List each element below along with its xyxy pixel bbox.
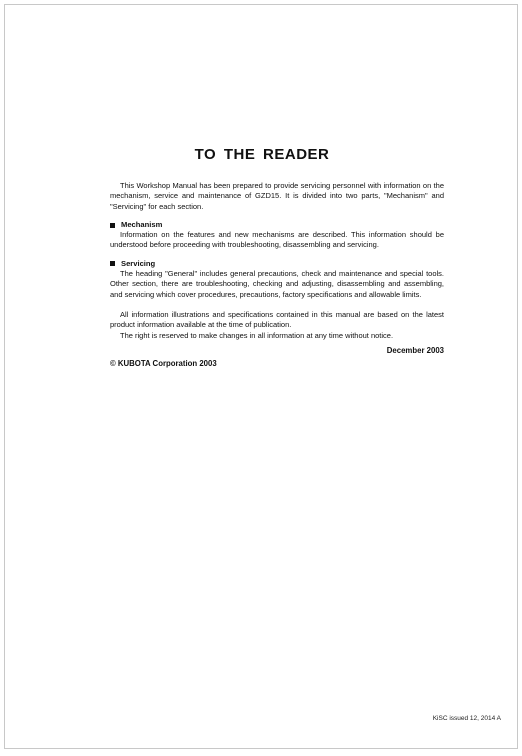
document-page (4, 4, 518, 749)
copyright-notice: © KUBOTA Corporation 2003 (110, 359, 217, 369)
notice-paragraph: The right is reserved to make changes in all information at any time without notice. (120, 330, 394, 340)
notice-paragraph: All information illustrations and specifications contained in this manual are based on the latest product information available at the time of publication. (110, 309, 444, 330)
servicing-section (110, 259, 444, 300)
publication-date: December 2003 (386, 345, 444, 355)
notice-block (110, 310, 444, 341)
section-body: The heading "General" includes general precautions, check and maintenance and special tools. Other section, there are troubleshooting, checking and adjusting, disassembling and assembling, and servicing which cover procedures, precautions, factory specifications and allowable limits. (110, 269, 444, 299)
intro-paragraph: This Workshop Manual has been prepared to provide servicing personnel with information on the mechanism, service and maintenance of GZD15. It is divided into two parts, "Mechanism" and "Servicing" for each section. (110, 181, 444, 211)
document-body (110, 181, 444, 369)
section-heading-servicing (110, 259, 444, 269)
section-body: Information on the features and new mechanisms are described. This information should be understood before proceeding with troubleshooting, disassembling and servicing. (110, 230, 444, 250)
square-bullet-icon (110, 261, 115, 266)
square-bullet-icon (110, 223, 115, 228)
page-title: TO THE READER (194, 146, 330, 163)
issue-footer: KiSC issued 12, 2014 A (432, 715, 501, 722)
mechanism-section (110, 220, 444, 251)
section-title: Servicing (121, 258, 156, 268)
section-title: Mechanism (121, 219, 163, 229)
section-heading-mechanism (110, 220, 444, 230)
